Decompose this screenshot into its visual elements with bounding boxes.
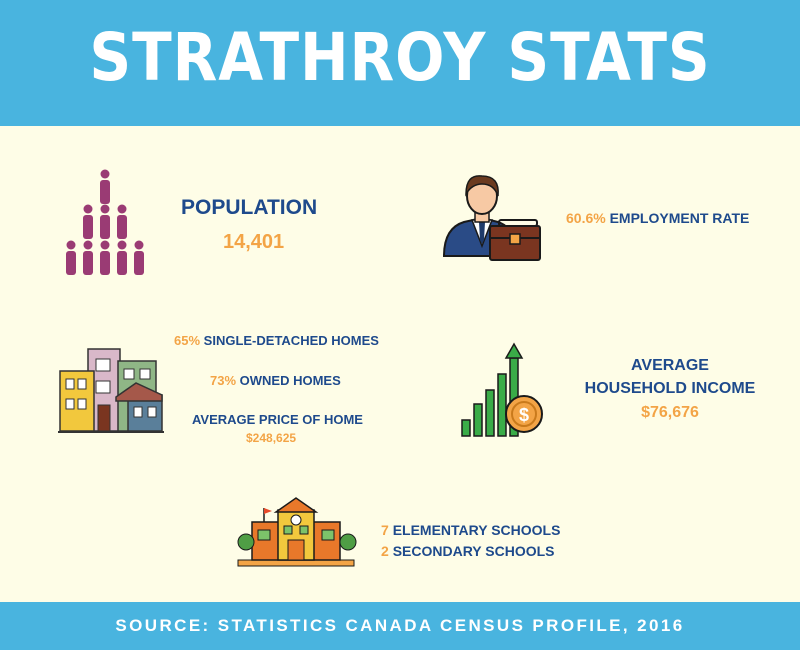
income-value: $76,676 [641,404,699,421]
owned-value: 73% [210,373,237,388]
employment-label: EMPLOYMENT RATE [609,210,750,226]
income-label-line2: HOUSEHOLD INCOME [584,380,756,397]
employment-stat [566,210,749,226]
houses-icon [58,345,168,435]
people-pyramid-icon [58,165,178,285]
price-label: AVERAGE PRICE OF HOME [192,412,363,427]
population-label: POPULATION [181,196,318,219]
school-building-icon [238,496,358,568]
person-figure [134,241,144,276]
price-value: $248,625 [246,431,297,445]
detached-value: 65% [174,333,201,348]
person-figure [83,205,93,240]
person-figure [100,205,110,240]
page-title: STRATHROY STATS [89,19,711,96]
employment-value: 60.6% [566,210,606,226]
person-figure [100,170,110,205]
secondary-label: SECONDARY SCHOOLS [392,543,555,559]
elementary-value: 7 [381,522,389,538]
secondary-schools-stat [381,543,555,559]
secondary-value: 2 [381,543,389,559]
person-figure [117,205,127,240]
income-label-line1: AVERAGE [631,357,709,374]
person-figure [83,241,93,276]
elementary-label: ELEMENTARY SCHOOLS [392,522,561,538]
growth-chart-coin-icon [460,340,550,440]
svg-text:$: $ [518,405,530,425]
person-figure [66,241,76,276]
header-banner [0,0,800,126]
footer-banner [0,602,800,650]
source-citation: SOURCE: STATISTICS CANADA CENSUS PROFILE, 2016 [115,616,685,635]
detached-label: SINGLE-DETACHED HOMES [203,333,379,348]
businessman-briefcase-icon [436,170,546,270]
detached-homes-stat [174,333,379,348]
person-figure [117,241,127,276]
person-figure [100,241,110,276]
owned-label: OWNED HOMES [239,373,341,388]
elementary-schools-stat [381,522,560,538]
population-value: 14,401 [223,231,285,253]
owned-homes-stat [210,373,341,388]
